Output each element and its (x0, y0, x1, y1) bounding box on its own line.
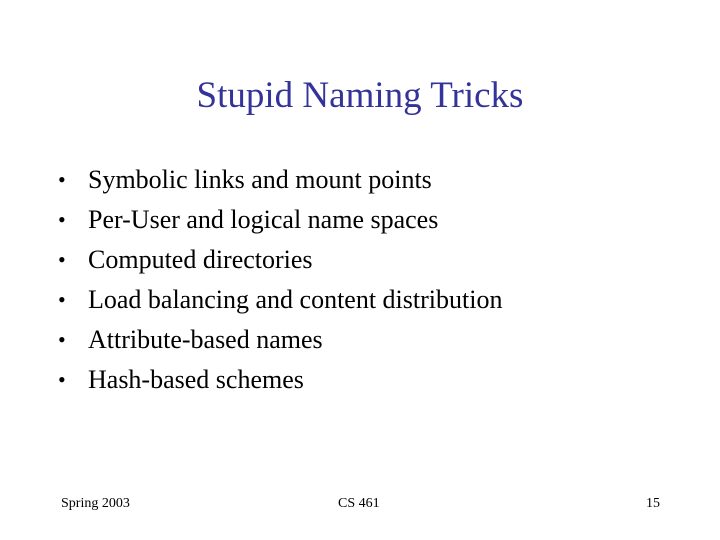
bullet-text: Symbolic links and mount points (88, 165, 432, 194)
bullet-text: Per-User and logical name spaces (88, 205, 439, 234)
bullet-item (58, 240, 502, 280)
bullet-text: Hash-based schemes (88, 365, 304, 394)
bullet-item (58, 360, 502, 400)
bullet-item (58, 320, 502, 360)
bullet-icon: • (58, 167, 66, 192)
slide-title: Stupid Naming Tricks (196, 75, 524, 116)
footer-course: CS 461 (338, 496, 380, 511)
bullet-item (58, 160, 502, 200)
bullet-icon: • (58, 367, 66, 392)
footer-page-number: 15 (646, 496, 660, 511)
bullet-text: Computed directories (88, 245, 313, 274)
bullet-text: Attribute-based names (88, 325, 323, 354)
bullet-icon: • (58, 287, 66, 312)
bullet-text: Load balancing and content distribution (88, 285, 503, 314)
bullet-icon: • (58, 327, 66, 352)
bullet-list (58, 160, 502, 400)
bullet-icon: • (58, 207, 66, 232)
bullet-item (58, 200, 502, 240)
bullet-icon: • (58, 247, 66, 272)
bullet-item (58, 280, 502, 320)
footer-date: Spring 2003 (61, 496, 130, 511)
